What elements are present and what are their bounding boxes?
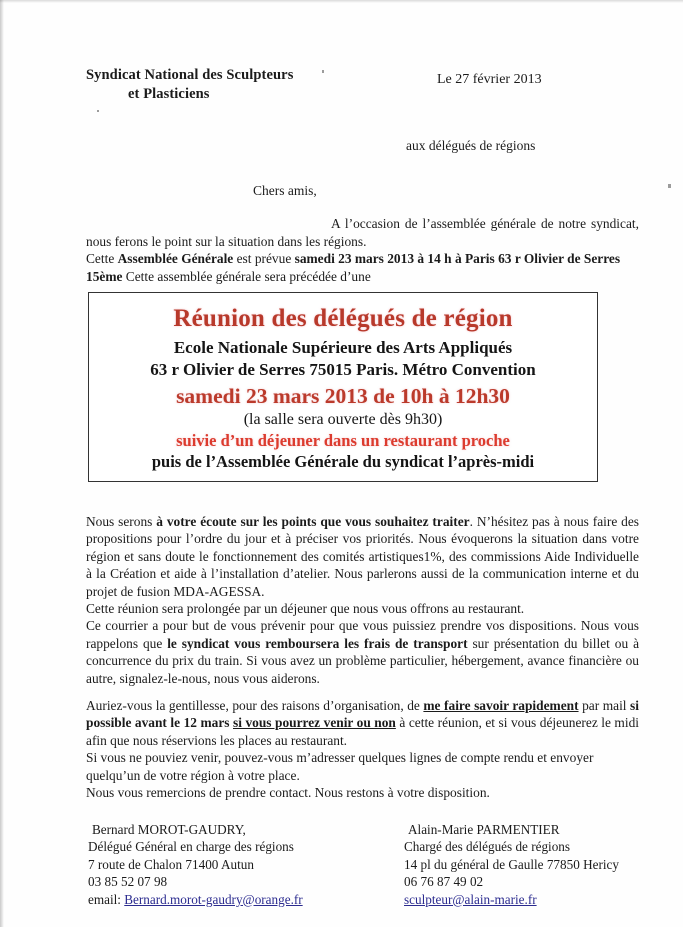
signatory-role: Chargé des délégués de régions [404,839,571,855]
letterhead [86,66,416,104]
signatory-name: Bernard MOROT-GAUDRY, [92,822,246,837]
ask-attendance-confirm: si vous pourrez venir ou non [233,715,396,731]
signatory-address: 7 route de Chalon 71400 Autun [88,856,254,872]
intro-lead-text: A l’occasion de l’assemblée générale de notre syndicat, nous ferons le point sur la situation dans les régions. [86,216,639,249]
ga-mid-text: est prévue [233,251,295,267]
general-assembly-line [86,250,639,285]
announcement-title: Réunion des délégués de région [173,305,513,332]
ask-notify-quickly: me faire savoir rapidement [423,698,579,713]
ga-pre-text: Cette [86,251,118,267]
announcement-lunch-note: suivie d’un déjeuner dans un restaurant proche [176,431,510,450]
email-label: email: [88,891,125,907]
scan-edge-artifact [0,0,4,927]
absent-instructions-line: Si vous ne pouviez venir, pouvez-vous m’adresser quelques lignes de compte rendu et envoyer quelqu’un de votre région à votre place. [86,750,594,783]
signatory-email-link[interactable]: sculpteur@alain-marie.fr [404,891,537,907]
organization-name-line2: et Plasticiens [128,86,210,102]
recipient-line: aux délégués de régions [406,138,536,153]
reimbursement-highlight: le syndicat vous remboursera les frais de transport [167,635,468,651]
rsvp-post-text: sur présentation du billet ou à concurrence du prix du train. Si vous avez un problème particulier, hébergement, avance financière ou autre, signalez-le-nous, nous vous aiderons. [86,635,640,686]
signature-block-right [404,821,674,908]
ga-post-text: Cette assemblée générale sera précédée d’une [122,268,371,284]
rsvp-pre-text: Ce courrier a pour but de vous prévenir pour que vous puissiez prendre vos dispositions. Nous vous rappelons que [86,618,639,651]
announcement-datetime: samedi 23 mars 2013 de 10h à 12h30 [176,384,510,408]
ask-post-text: à cette réunion, et si vous déjeunerez le midi afin que nous réservions les places au restaurant. [86,715,639,748]
agenda-paragraph [86,513,639,600]
announcement-box [88,292,598,482]
scan-edge-top-artifact [0,0,683,3]
announcement-door-open-note: (la salle sera ouverte dès 9h30) [243,411,443,428]
signatory-email-row [88,891,388,908]
agenda-pre-text: Nous serons [86,514,157,529]
lunch-offer-line: Cette réunion sera prolongée par un déjeuner que nous vous offrons au restaurant. [86,601,525,616]
signatory-phone: 03 85 52 07 98 [88,874,168,890]
signatory-email-link[interactable]: Bernard.morot-gaudry@orange.fr [124,891,303,907]
announcement-venue-school: Ecole Nationale Supérieure des Arts Appliqués [173,338,513,357]
signature-block-left [88,821,388,908]
rsvp-request-paragraph [86,697,639,801]
signatory-email-row [404,891,674,908]
ga-datetime-place: samedi 23 mars 2013 à 14 h à Paris 63 r Olivier de Serres 15ème [86,251,621,284]
signatory-name: Alain-Marie PARMENTIER [408,822,560,837]
letter-date: Le 27 février 2013 [437,72,542,87]
signatory-role: Délégué Général en charge des régions [88,839,294,855]
signatory-phone: 06 76 87 49 02 [404,874,484,890]
ask-deadline: si possible avant le 12 mars [86,698,639,731]
scan-speck [97,110,99,112]
agenda-post-text: . N’hésitez pas à nous faire des propositions pour l’ordre du jour et à préciser vos priorités. Nous évoquerons la situation dans votre région et sans doute le fonctionnement des comités artistiques1%, des commissions Aide Individuelle à la Création et aide à l’installation d’atelier. Nous parlerons aussi de la communication interne et du projet de fusion MDA-AGESSA. [86,514,639,599]
announcement-afternoon-note: puis de l’Assemblée Générale du syndicat l’après-midi [151,452,535,471]
ga-label: Assemblée Générale [117,251,234,267]
organization-name-line1: Syndicat National des Sculpteurs [86,67,294,83]
ask-mid-text-1: par mail [578,698,631,713]
intro-paragraph [86,215,639,285]
announcement-venue-address: 63 r Olivier de Serres 75015 Paris. Métro Convention [150,360,536,379]
reimbursement-paragraph [86,600,639,687]
agenda-highlight: à votre écoute sur les points que vous souhaitez traiter [156,514,470,529]
ask-pre-text: Auriez-vous la gentillesse, pour des raisons d’organisation, de [86,698,424,713]
signatory-address: 14 pl du général de Gaulle 77850 Hericy [404,856,619,872]
scan-speck [668,184,671,188]
closing-line: Nous vous remercions de prendre contact. Nous restons à votre disposition. [86,785,490,801]
salutation: Chers amis, [253,183,317,198]
